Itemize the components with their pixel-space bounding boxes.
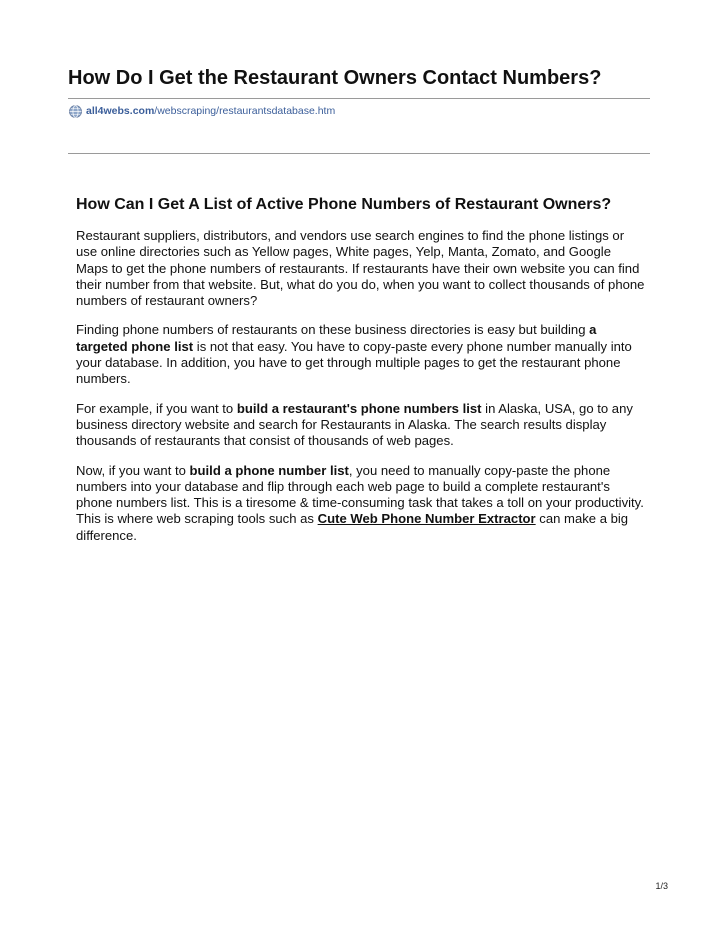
source-domain: all4webs.com [86,105,155,117]
paragraph-3-after: in Alaska, USA, go to any business directory website and search for Restaurants in Alaska. The search results display thousands of restaurants that consist of thousands of web pages. [76,400,633,449]
paragraph-2-after: is not that easy. You have to copy-paste every phone number manually into your database. In addition, you have to get through multiple pages to get the restaurant phone numbers. [76,338,632,387]
paragraph-2-bold: a targeted phone list [76,322,597,354]
paragraph-3-before: For example, if you want to [76,400,237,416]
source-url-link[interactable] [86,104,335,118]
cute-web-phone-number-extractor-link[interactable]: Cute Web Phone Number Extractor [317,511,536,527]
paragraph-3-bold: build a restaurant's phone numbers list [236,400,482,416]
header-divider [68,153,650,154]
paragraph-2-before: Finding phone numbers of restaurants on these business directories is easy but building [76,322,590,338]
paragraph-4-bold: build a phone number list [189,462,349,478]
paragraph-4-after: can make a big difference. [76,511,629,543]
title-divider [68,98,650,99]
paragraph-1-text: Restaurant suppliers, distributors, and vendors use search engines to find the phone listings or use online directories such as Yellow pages, White pages, Yelp, Manta, Zomato, and Google Maps to get the phone numbers of restaurants. If restaurants have their own website you can find their number from that website. But, what do you do, when you want to collect thousands of phone numbers of restaurant owners? [76,228,645,309]
paragraph-3 [76,401,646,450]
source-url-row [69,103,335,119]
article-body [76,193,646,557]
paragraph-2 [76,322,646,387]
page-title: How Do I Get the Restaurant Owners Contact Numbers? [68,67,602,89]
section-heading: How Can I Get A List of Active Phone Numbers of Restaurant Owners? [76,196,612,213]
globe-icon [69,105,82,118]
paragraph-4-middle: , you need to manually copy-paste the phone numbers into your database and flip through each web page to build a complete restaurant's phone numbers list. This is a tiresome & time-consuming task that takes a toll on your productivity. This is where web scraping tools such as [76,462,644,527]
paragraph-1 [76,228,646,309]
page-number: 1/3 [655,881,668,891]
paragraph-4-before: Now, if you want to [76,462,190,478]
paragraph-4 [76,463,646,544]
source-path: /webscraping/restaurantsdatabase.htm [154,105,336,117]
